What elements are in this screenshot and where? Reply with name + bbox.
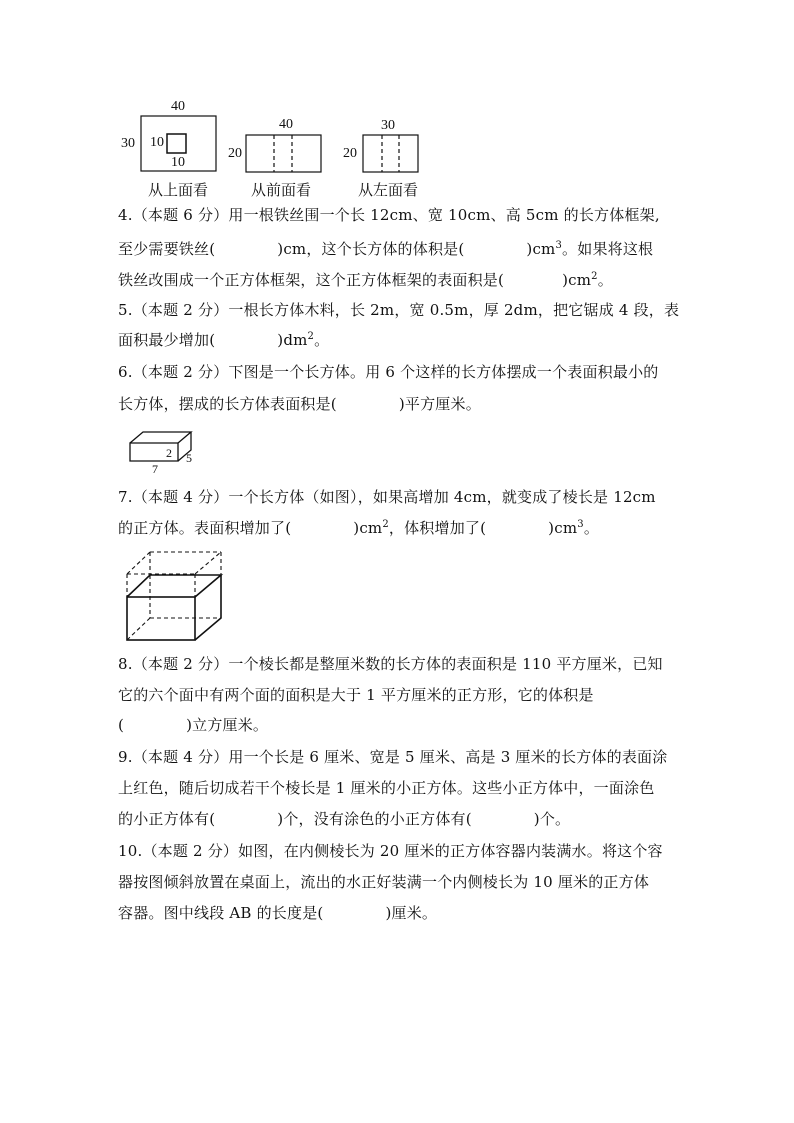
q10-line-3 (118, 904, 437, 922)
q5-text: 面积最少增加( (118, 331, 216, 349)
front-view-width-label: 40 (279, 117, 293, 132)
q9-line-1: 9.（本题 4 分）用一个长是 6 厘米、宽是 5 厘米、高是 3 厘米的长方体的表面涂 (118, 748, 668, 766)
q8-text: ( (118, 716, 125, 734)
q9-text: )个，没有涂色的小正方体有( (277, 810, 472, 828)
q6-figure-height-label: 5 (186, 451, 192, 465)
q10-text: )厘米。 (385, 904, 438, 922)
q7-text: )cm (353, 519, 383, 537)
top-view-inner-width-label: 10 (171, 155, 185, 170)
q10-line-1: 10.（本题 2 分）如图，在内侧棱长为 20 厘米的正方体容器内装满水。将这个容 (118, 842, 663, 860)
q8-text: )立方厘米。 (186, 716, 269, 734)
q9-text: 的小正方体有( (118, 810, 216, 828)
q10-text: 容器。图中线段 AB 的长度是( (118, 904, 324, 922)
q8-line-2: 它的六个面中有两个面的面积是大于 1 平方厘米的正方形，它的体积是 (118, 686, 594, 704)
q4-line-1: 4.（本题 6 分）用一根铁丝围一个长 12cm、宽 10cm、高 5cm 的长方体框架, (118, 206, 660, 224)
q7-line-1: 7.（本题 4 分）一个长方体（如图），如果高增加 4cm，就变成了棱长是 12cm (118, 488, 656, 506)
q4-text: 铁丝改围成一个正方体框架，这个正方体框架的表面积是( (118, 271, 505, 289)
q5-line-1: 5.（本题 2 分）一根长方体木料，长 2m，宽 0.5m，厚 2dm，把它锯成 4 段，表 (118, 301, 680, 319)
q9-line-3 (118, 810, 570, 828)
q6-text: )平方厘米。 (398, 395, 481, 413)
superscript-2: 2 (382, 519, 389, 530)
q4-text: )cm，这个长方体的体积是( (277, 240, 465, 258)
left-view-caption: 从左面看 (358, 181, 419, 199)
q4-text: 。如果将这根 (562, 240, 654, 258)
q6-figure-width-label: 2 (166, 446, 172, 460)
q6-text: 长方体，摆成的长方体表面积是( (118, 395, 337, 413)
q6-figure-length-label: 7 (152, 462, 158, 476)
q8-line-1: 8.（本题 2 分）一个棱长都是整厘米数的长方体的表面积是 110 平方厘米，已知 (118, 655, 663, 673)
q4-text: 至少需要铁丝( (118, 240, 216, 258)
q10-line-2: 器按图倾斜放置在桌面上，流出的水正好装满一个内侧棱长为 10 厘米的正方体 (118, 873, 650, 891)
front-view-caption: 从前面看 (251, 181, 312, 199)
superscript-2: 2 (307, 331, 315, 342)
q5-text: )dm (277, 331, 308, 349)
left-view-width-label: 30 (381, 118, 395, 133)
q6-line-1: 6.（本题 2 分）下图是一个长方体。用 6 个这样的长方体摆成一个表面积最小的 (118, 363, 659, 381)
q4-text: )cm (526, 240, 556, 258)
q7-text: ，体积增加了( (388, 519, 487, 537)
q8-line-3 (118, 716, 268, 734)
superscript-2: 2 (591, 271, 598, 282)
top-view-inner-height-label: 10 (150, 135, 164, 150)
q4-text: 。 (597, 271, 613, 289)
top-view-width-label: 40 (171, 99, 185, 114)
q9-line-2: 上红色，随后切成若干个棱长是 1 厘米的小正方体。这些小正方体中，一面涂色 (118, 779, 655, 797)
q7-text: 。 (583, 519, 600, 537)
q9-text: )个。 (533, 810, 571, 828)
top-view-caption: 从上面看 (148, 181, 209, 199)
q7-text: )cm (548, 519, 578, 537)
q4-text: )cm (562, 271, 592, 289)
superscript-3: 3 (555, 240, 563, 251)
q7-text: 的正方体。表面积增加了( (118, 519, 292, 537)
q5-text: 。 (314, 331, 330, 349)
top-view-height-label: 30 (121, 136, 135, 151)
front-view-height-label: 20 (228, 146, 242, 161)
superscript-3: 3 (577, 519, 584, 530)
left-view-height-label: 20 (343, 146, 357, 161)
